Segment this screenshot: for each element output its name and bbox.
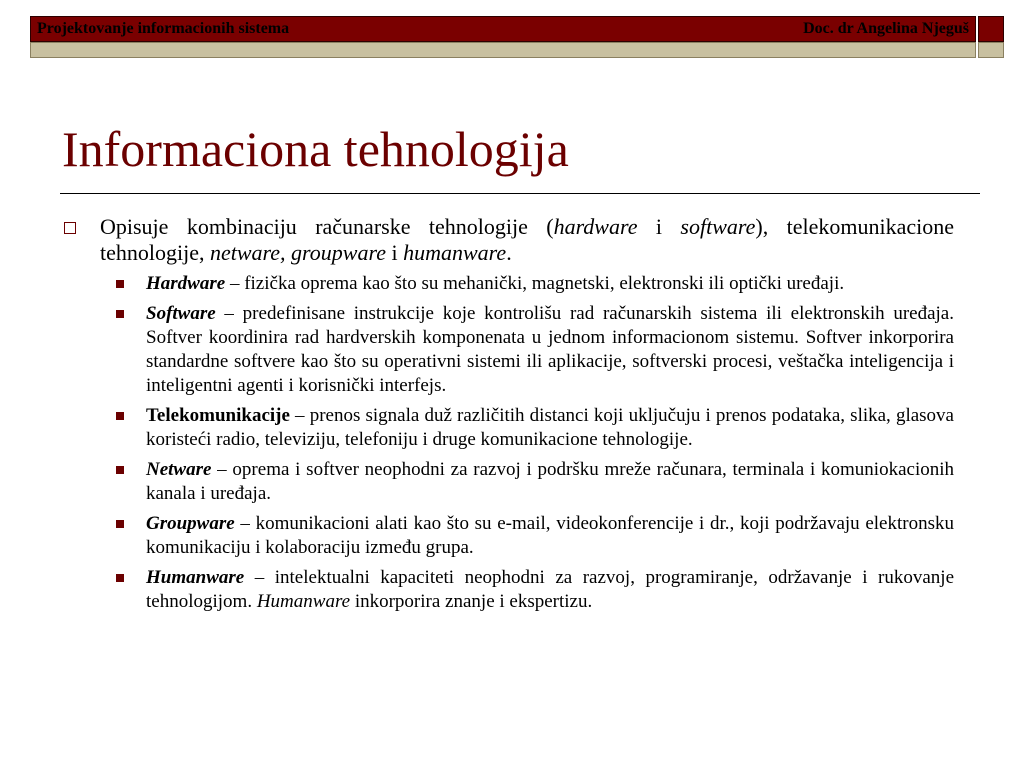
square-bullet-icon — [116, 466, 124, 474]
header-bar — [30, 16, 976, 42]
square-bullet-icon — [116, 412, 124, 420]
intro-text-a: Opisuje kombinaciju računarske tehnologije ( — [100, 214, 554, 239]
slide-title: Informaciona tehnologija — [62, 121, 569, 177]
hollow-square-bullet-icon — [64, 222, 76, 234]
term-netware: Netware — [146, 459, 212, 480]
intro-text-c: i — [637, 214, 681, 239]
term-telekomunikacije: Telekomunikacije — [146, 405, 290, 426]
square-bullet-icon — [116, 520, 124, 528]
slide-content — [62, 214, 954, 620]
sub-bullet-software — [146, 302, 954, 398]
intro-text-e: ), telekomunikacione tehnologije, — [100, 214, 954, 265]
term-humanware: Humanware — [146, 567, 245, 588]
desc-humanware: – intelektualni kapaciteti neophodni za razvoj, programiranje, održavanje i rukovanje tehnologijom. — [146, 567, 954, 612]
corner-block-bottom — [978, 42, 1004, 58]
header-band — [30, 42, 976, 58]
corner-block-top — [978, 16, 1004, 42]
desc-telekomunikacije: – prenos signala duž različitih distanci koji uključuju i prenos podataka, slika, glasova koristeći radio, televiziju, telefoniju i druge komunikacione tehnologije. — [146, 405, 954, 450]
desc-software: – predefinisane instrukcije koje kontrolišu rad računarskih sistema ili elektronskih uređaja. Softver koordinira rad hardverskih komponenata u jednom informacionom sistemu. Softver inkorporira standardne softvere kao što su operativni sistemi ili aplikacije, softverski procesi, veštačka inteligencija i inteligentni agenti i korisnički interfejs. — [146, 303, 954, 396]
bullet-intro — [62, 214, 954, 266]
term-software: Software — [146, 303, 216, 324]
course-title: Projektovanje informacionih sistema — [37, 20, 290, 37]
intro-netware-groupware: netware, groupware — [209, 240, 386, 265]
sub-bullet-telekomunikacije — [146, 404, 954, 452]
intro-humanware: humanware — [403, 240, 507, 265]
sub-bullet-hardware — [146, 272, 954, 296]
term-hardware: Hardware — [146, 273, 226, 294]
intro-hardware: hardware — [553, 214, 638, 239]
intro-software: software — [680, 214, 756, 239]
sub-bullet-humanware — [146, 566, 954, 614]
desc-netware: – oprema i softver neophodni za razvoj i podršku mreže računara, terminala i komuniokacionih kanala i uređaja. — [146, 459, 954, 504]
sub-bullet-netware — [146, 458, 954, 506]
square-bullet-icon — [116, 280, 124, 288]
desc-humanware-end: inkorporira znanje i ekspertizu. — [350, 591, 593, 612]
title-divider — [60, 193, 980, 194]
intro-text-i: . — [506, 240, 512, 265]
intro-text-g: i — [385, 240, 404, 265]
desc-groupware: – komunikacioni alati kao što su e-mail, videokonferencije i dr., koji podržavaju elektronsku komunikaciju i kolaboraciju između grupa. — [146, 513, 954, 558]
desc-hardware: – fizička oprema kao što su mehanički, magnetski, elektronski ili optički uređaji. — [225, 273, 845, 294]
term-humanware-inline: Humanware — [256, 591, 351, 612]
square-bullet-icon — [116, 574, 124, 582]
square-bullet-icon — [116, 310, 124, 318]
author-name: Doc. dr Angelina Njeguš — [803, 20, 969, 37]
sub-bullet-groupware — [146, 512, 954, 560]
term-groupware: Groupware — [146, 513, 235, 534]
